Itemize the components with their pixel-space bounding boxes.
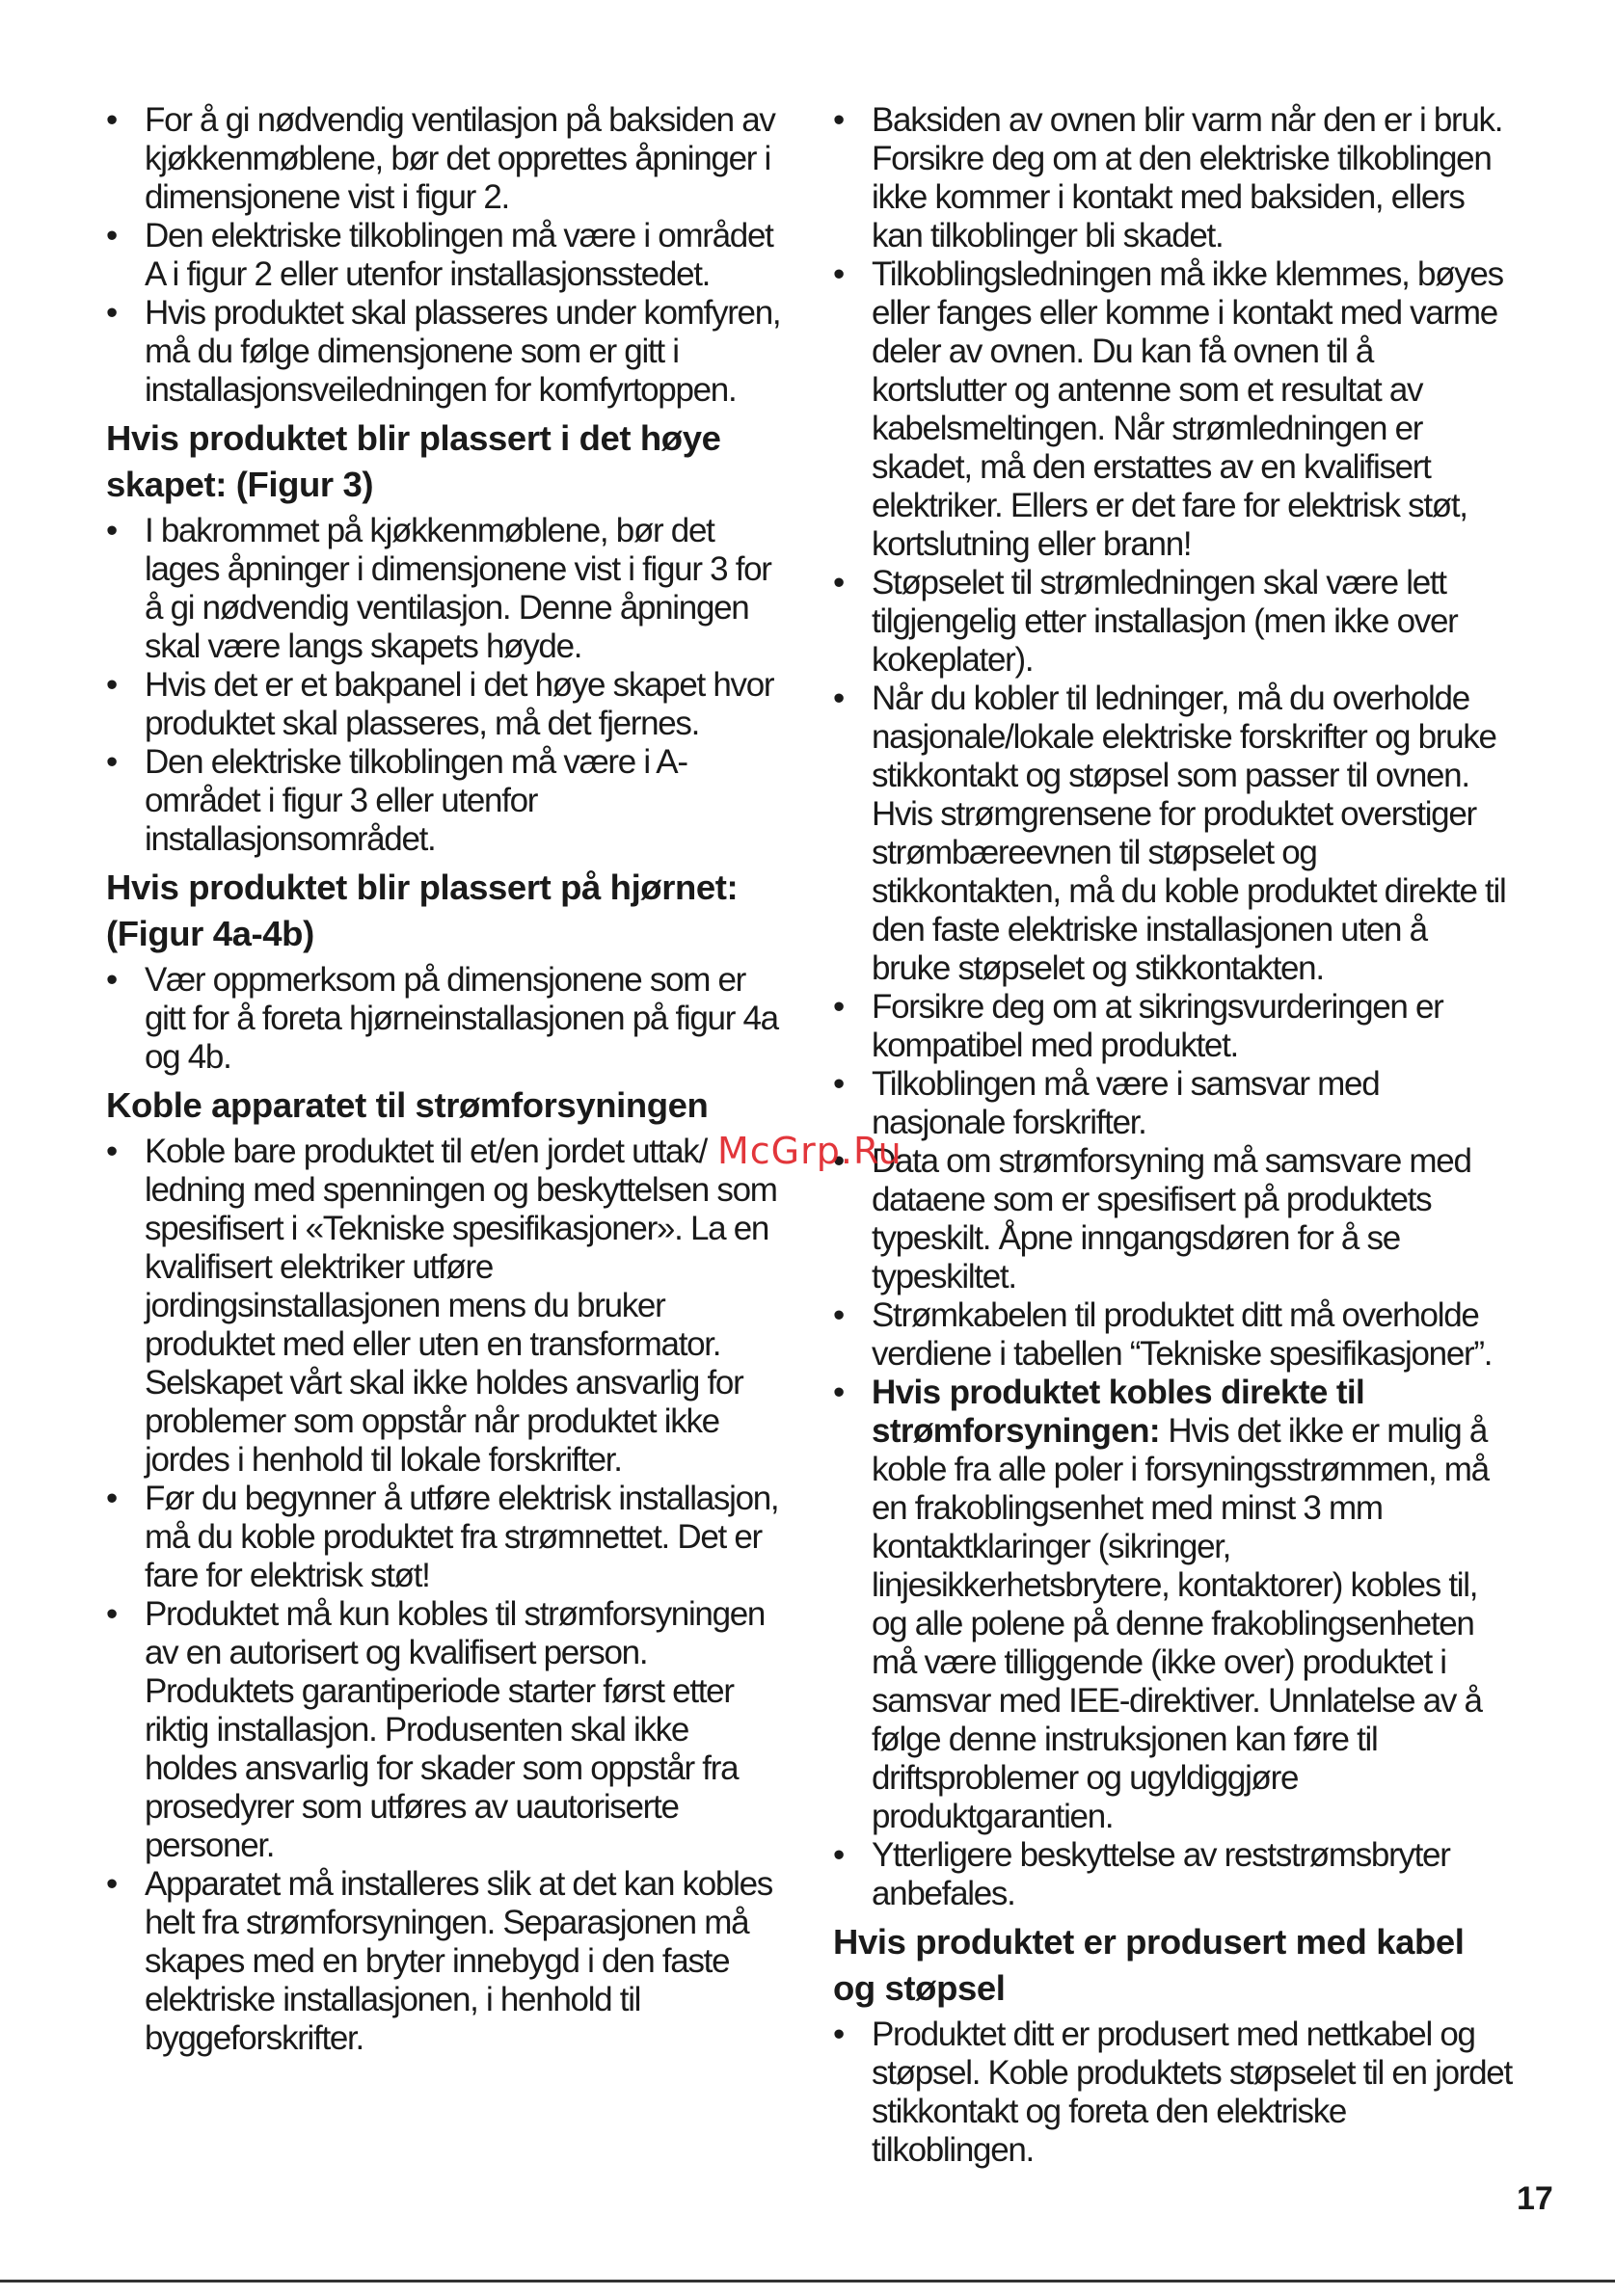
list-item: • Koble bare produktet til et/en jordet uttak/ ledning med spenningen og beskyttelsen som spesifisert i «Tekniske spesifikasjoner». La en kvalifisert elektriker utføre jordingsinstallasjonen mens du bruker produktet med eller uten en transformator. Selskapet vårt skal ikke holdes ansvarlig for problemer som oppstår når produktet ikke jordes i henhold til lokale forskrifter. xyxy=(106,1133,781,1480)
bottom-divider xyxy=(0,2280,1615,2283)
bold-lead-text: Hvis produktet kobles direkte til strømforsyningen: xyxy=(872,1374,1365,1450)
list-item: • For å gi nødvendig ventilasjon på baksiden av kjøkkenmøblene, bør det opprettes åpninger i dimensjonene vist i figur 2. xyxy=(106,101,781,217)
list-item: • Tilkoblingen må være i samsvar med nasjonale forskrifter. xyxy=(833,1065,1513,1142)
section-heading: Koble apparatet til strømforsyningen xyxy=(106,1085,709,1125)
list-item: • Før du begynner å utføre elektrisk installasjon, må du koble produktet fra strømnettet. Det er fare for elektrisk støt! xyxy=(106,1480,781,1595)
list-item: • Data om strømforsyning må samsvare med dataene som er spesifisert på produktets typeskilt. Åpne inngangsdøren for å se typeskiltet. xyxy=(833,1142,1513,1296)
list-item: • Hvis det er et bakpanel i det høye skapet hvor produktet skal plasseres, må det fjernes. xyxy=(106,666,781,743)
watermark-text: McGrp.Ru xyxy=(717,1130,902,1172)
list-item: • I bakrommet på kjøkkenmøblene, bør det lages åpninger i dimensjonene vist i figur 3 for å gi nødvendig ventilasjon. Denne åpningen skal være langs skapets høyde. xyxy=(106,512,781,666)
list-item: • Tilkoblingsledningen må ikke klemmes, bøyes eller fanges eller komme i kontakt med varme deler av ovnen. Du kan få ovnen til å kortslutter og antenne som et resultat av kabelsmeltingen. Når strømledningen er skadet, må den erstattes av en kvalifisert elektriker. Ellers er det fare for elektrisk støt, kortslutning eller brann! xyxy=(833,255,1513,564)
list-item: • Baksiden av ovnen blir varm når den er i bruk. Forsikre deg om at den elektriske tilkoblingen ikke kommer i kontakt med baksiden, ellers kan tilkoblinger bli skadet. xyxy=(833,101,1513,255)
section-heading: Hvis produktet er produsert med kabel og støpsel xyxy=(833,1922,1465,2008)
page-number: 17 xyxy=(1517,2180,1553,2217)
list-item-text: Hvis det ikke er mulig å koble fra alle poler i forsyningsstrømmen, må en frakoblingsenhet med minst 3 mm kontaktklaringer (sikringer, linjesikkerhetsbrytere, kontaktorer) kobles til, og alle polene på denne frakoblingsenheten må være tilliggende (ikke over) produktet i samsvar med IEE-direktiver. Unnlatelse av å følge denne instruksjonen kan føre til driftsproblemer og ugyldiggjøre produktgarantien. xyxy=(872,1412,1489,1835)
list-item: • Produktet må kun kobles til strømforsyningen av en autorisert og kvalifisert person. Produktets garantiperiode starter først etter riktig installasjon. Produsenten skal ikke holdes ansvarlig for skader som oppstår fra prosedyrer som utføres av uautoriserte personer. xyxy=(106,1595,781,1865)
bullet-list xyxy=(106,961,781,1077)
bullet-list xyxy=(106,512,781,859)
list-item: • Den elektriske tilkoblingen må være i området A i figur 2 eller utenfor installasjonsstedet. xyxy=(106,217,781,294)
section-heading: Hvis produktet blir plassert i det høye skapet: (Figur 3) xyxy=(106,418,721,504)
right-column xyxy=(833,101,1513,2170)
bullet-list xyxy=(833,101,1513,1913)
list-item: • Når du kobler til ledninger, må du overholde nasjonale/lokale elektriske forskrifter og bruke stikkontakt og støpsel som passer til ovnen. Hvis strømgrensene for produktet overstiger strømbæreevnen til støpselet og stikkontakten, må du koble produktet direkte til den faste elektriske installasjonen uten å bruke støpselet og stikkontakten. xyxy=(833,680,1513,988)
list-item: • Produktet ditt er produsert med nettkabel og støpsel. Koble produktets støpselet til en jordet stikkontakt og foreta den elektriske tilkoblingen. xyxy=(833,2016,1513,2170)
left-column xyxy=(106,101,781,2058)
list-item: • Forsikre deg om at sikringsvurderingen er kompatibel med produktet. xyxy=(833,988,1513,1065)
bullet-list xyxy=(106,101,781,410)
list-item: • Ytterligere beskyttelse av reststrømsbryter anbefales. xyxy=(833,1836,1513,1913)
bullet-list xyxy=(833,2016,1513,2170)
list-item: • Apparatet må installeres slik at det kan kobles helt fra strømforsyningen. Separasjonen må skapes med en bryter innebygd i den faste elektriske installasjonen, i henhold til byggeforskrifter. xyxy=(106,1865,781,2058)
list-item: • Støpselet til strømledningen skal være lett tilgjengelig etter installasjon (men ikke over kokeplater). xyxy=(833,564,1513,680)
list-item: • Den elektriske tilkoblingen må være i A-området i figur 3 eller utenfor installasjonsområdet. xyxy=(106,743,781,859)
list-item-bold-lead xyxy=(833,1374,1513,1836)
section-heading: Hvis produktet blir plassert på hjørnet: (Figur 4a-4b) xyxy=(106,868,739,953)
bullet-list xyxy=(106,1133,781,2058)
list-item: • Hvis produktet skal plasseres under komfyren, må du følge dimensjonene som er gitt i installasjonsveiledningen for komfyrtoppen. xyxy=(106,294,781,410)
list-item: • Vær oppmerksom på dimensjonene som er gitt for å foreta hjørneinstallasjonen på figur 4a og 4b. xyxy=(106,961,781,1077)
list-item: • Strømkabelen til produktet ditt må overholde verdiene i tabellen “Tekniske spesifikasjoner”. xyxy=(833,1296,1513,1374)
